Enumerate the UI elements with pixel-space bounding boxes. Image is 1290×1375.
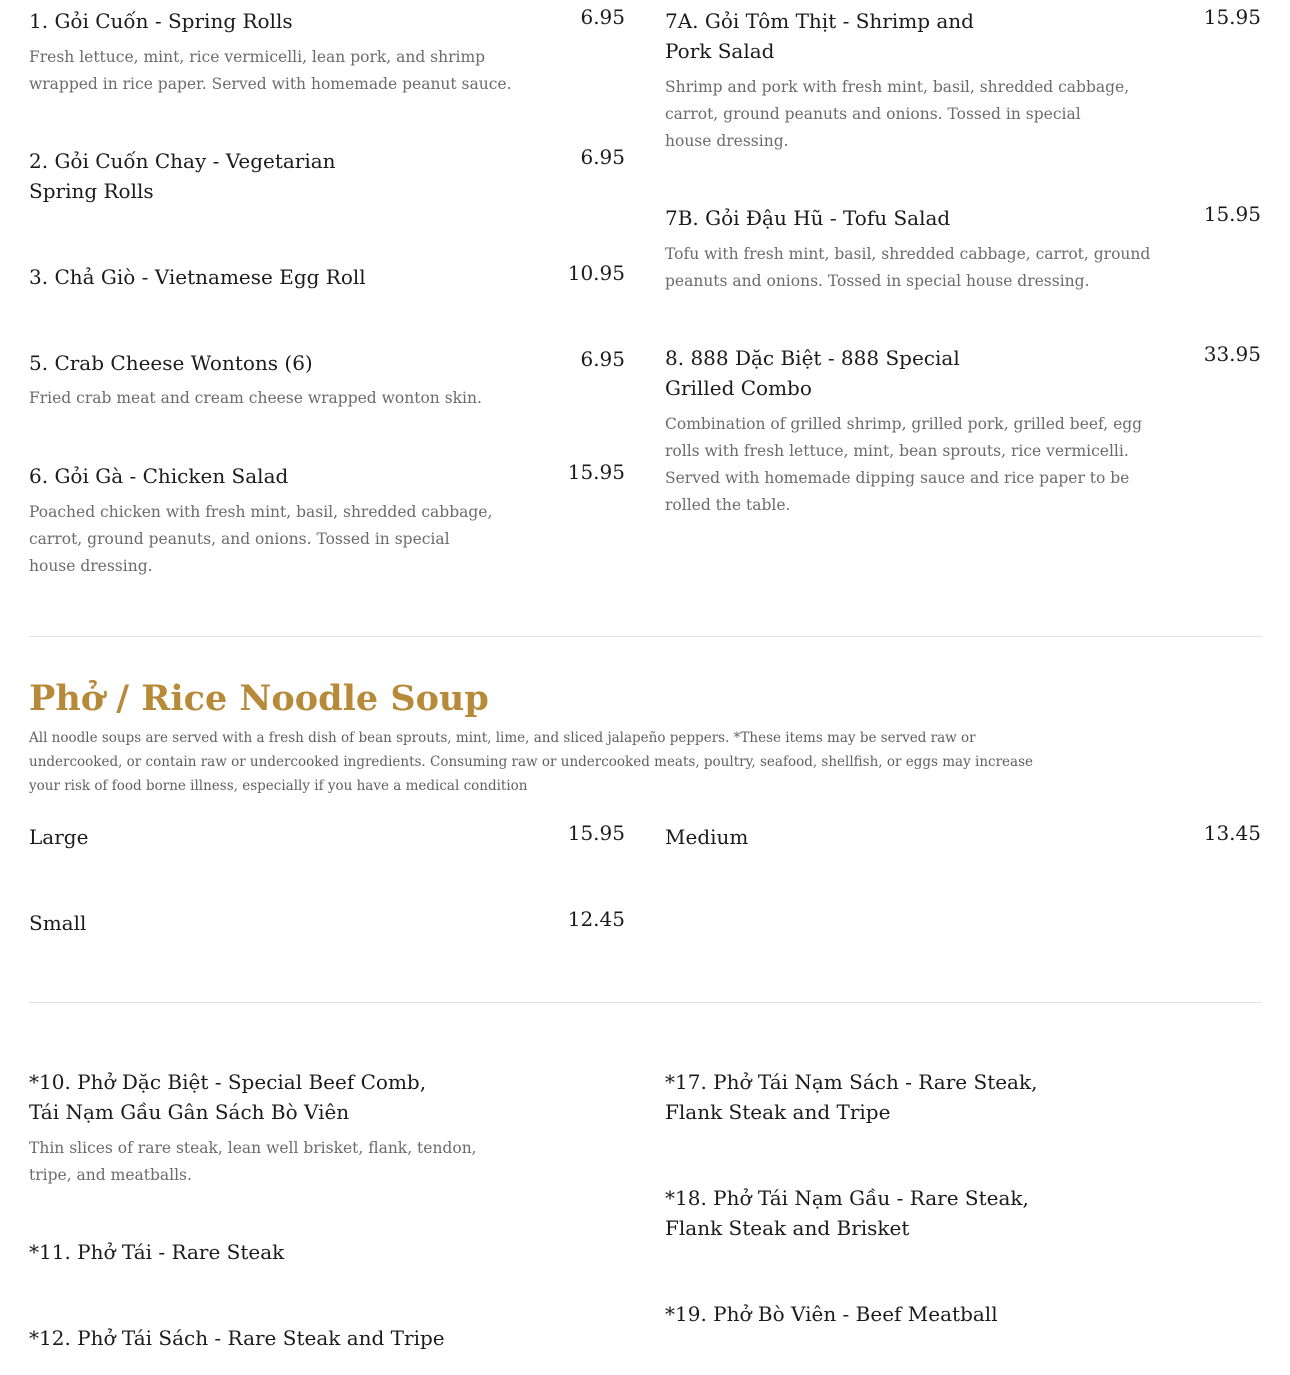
item-description: Poached chicken with fresh mint, basil, shredded cabbage, carrot, ground peanuts, and onions. Tossed in special house dressing.	[29, 503, 493, 575]
item-price: 6.95	[580, 347, 625, 371]
item-name: 5. Crab Cheese Wontons (6)	[29, 351, 313, 375]
section-title: Phở / Rice Noodle Soup	[29, 678, 489, 719]
item-name: 8. 888 Dặc Biệt - 888 Special Grilled Combo	[665, 346, 960, 400]
item-price: 15.95	[1203, 202, 1261, 226]
item-name: *10. Phở Dặc Biệt - Special Beef Comb, Tái Nạm Gầu Gân Sách Bò Viên	[29, 1070, 427, 1124]
item-price: 10.95	[567, 261, 625, 285]
size-price: 13.45	[1203, 821, 1261, 845]
item-description: Combination of grilled shrimp, grilled pork, grilled beef, egg rolls with fresh lettuce, mint, bean sprouts, rice vermicelli. Served with homemade dipping sauce and rice paper to be rolled the table.	[665, 415, 1143, 514]
size-name: Medium	[665, 825, 749, 849]
item-name: 1. Gỏi Cuốn - Spring Rolls	[29, 9, 293, 33]
item-price: 6.95	[580, 5, 625, 29]
item-price: 15.95	[1203, 5, 1261, 29]
item-description: Tofu with fresh mint, basil, shredded cabbage, carrot, ground peanuts and onions. Tossed in special house dressing.	[665, 245, 1151, 290]
item-name: 7B. Gỏi Đậu Hũ - Tofu Salad	[665, 206, 951, 230]
size-price: 12.45	[567, 907, 625, 931]
section-note: All noodle soups are served with a fresh dish of bean sprouts, mint, lime, and sliced jalapeño peppers. *These items may be served raw or undercooked, or contain raw or undercooked ingredients. Consuming raw or undercooked meats, poultry, seafood, shellfish, or eggs may increase your risk of food borne illness, especially if you have a medical condition	[29, 730, 1034, 794]
size-price: 15.95	[567, 821, 625, 845]
item-description: Shrimp and pork with fresh mint, basil, shredded cabbage, carrot, ground peanuts and onions. Tossed in special house dressing.	[665, 78, 1130, 150]
size-name: Small	[29, 911, 87, 935]
section-divider	[29, 636, 1262, 637]
item-name: 2. Gỏi Cuốn Chay - Vegetarian Spring Rolls	[29, 149, 336, 203]
item-name: *12. Phở Tái Sách - Rare Steak and Tripe	[29, 1326, 445, 1350]
item-name: *11. Phở Tái - Rare Steak	[29, 1240, 285, 1264]
item-name: 3. Chả Giò - Vietnamese Egg Roll	[29, 265, 366, 289]
item-description: Fresh lettuce, mint, rice vermicelli, lean pork, and shrimp wrapped in rice paper. Served with homemade peanut sauce.	[29, 48, 512, 93]
section-divider	[29, 1002, 1262, 1003]
item-name: *18. Phở Tái Nạm Gầu - Rare Steak, Flank Steak and Brisket	[665, 1186, 1029, 1240]
item-name: 7A. Gỏi Tôm Thịt - Shrimp and Pork Salad	[665, 9, 974, 63]
item-name: *19. Phở Bò Viên - Beef Meatball	[665, 1302, 998, 1326]
item-price: 15.95	[567, 460, 625, 484]
item-name: *17. Phở Tái Nạm Sách - Rare Steak, Flank Steak and Tripe	[665, 1070, 1038, 1124]
item-price: 6.95	[580, 145, 625, 169]
item-name: 6. Gỏi Gà - Chicken Salad	[29, 464, 289, 488]
item-description: Thin slices of rare steak, lean well brisket, flank, tendon, tripe, and meatballs.	[29, 1139, 477, 1184]
size-name: Large	[29, 825, 89, 849]
item-description: Fried crab meat and cream cheese wrapped wonton skin.	[29, 389, 482, 407]
item-price: 33.95	[1203, 342, 1261, 366]
